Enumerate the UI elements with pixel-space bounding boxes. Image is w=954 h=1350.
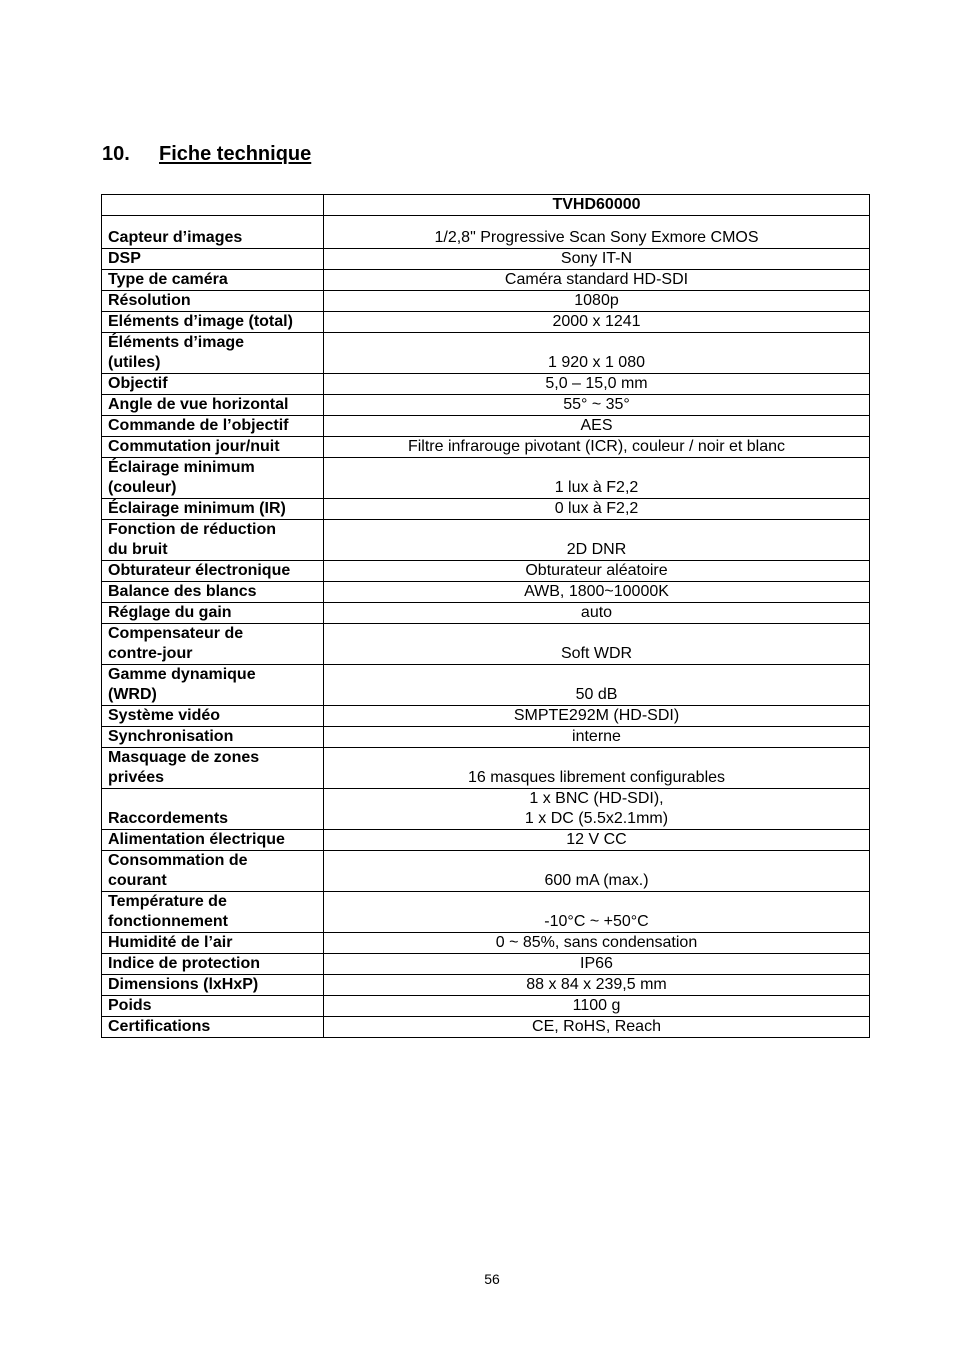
row-label: Balance des blancs: [102, 582, 324, 603]
row-value: AES: [324, 416, 870, 437]
table-row: [102, 789, 870, 830]
row-label: Dimensions (lxHxP): [102, 975, 324, 996]
header-label-cell: [102, 195, 324, 216]
row-label: Compensateur de contre-jour: [102, 624, 324, 665]
row-label: Obturateur électronique: [102, 561, 324, 582]
row-value: 1 lux à F2,2: [324, 458, 870, 499]
spec-table-header: [102, 195, 870, 216]
table-row: [102, 665, 870, 706]
row-label: Fonction de réduction du bruit: [102, 520, 324, 561]
row-value: 600 mA (max.): [324, 851, 870, 892]
row-label: Température de fonctionnement: [102, 892, 324, 933]
row-value: 1080p: [324, 291, 870, 312]
table-row: [102, 996, 870, 1017]
table-row: [102, 458, 870, 499]
row-value: 88 x 84 x 239,5 mm: [324, 975, 870, 996]
table-row: [102, 603, 870, 624]
row-label: Capteur d’images: [102, 216, 324, 249]
row-value: Soft WDR: [324, 624, 870, 665]
row-value: SMPTE292M (HD-SDI): [324, 706, 870, 727]
section-heading: [102, 140, 311, 168]
row-label: Résolution: [102, 291, 324, 312]
table-row: [102, 437, 870, 458]
table-row: [102, 624, 870, 665]
table-row: [102, 748, 870, 789]
spec-table: [101, 194, 870, 1038]
row-value: Obturateur aléatoire: [324, 561, 870, 582]
row-label: Réglage du gain: [102, 603, 324, 624]
row-value: 0 lux à F2,2: [324, 499, 870, 520]
row-value: 2000 x 1241: [324, 312, 870, 333]
row-value: interne: [324, 727, 870, 748]
row-label: Indice de protection: [102, 954, 324, 975]
table-row: [102, 291, 870, 312]
table-row: [102, 1017, 870, 1038]
row-value: 0 ~ 85%, sans condensation: [324, 933, 870, 954]
table-row: [102, 216, 870, 249]
table-row: [102, 975, 870, 996]
section-title: Fiche technique: [159, 143, 312, 165]
table-row: [102, 395, 870, 416]
table-row: [102, 520, 870, 561]
row-value: 1 x BNC (HD-SDI), 1 x DC (5.5x2.1mm): [324, 789, 870, 830]
table-row: [102, 499, 870, 520]
header-model-cell: TVHD60000: [324, 195, 870, 216]
table-row: [102, 333, 870, 374]
row-value: 1100 g: [324, 996, 870, 1017]
row-value: 1 920 x 1 080: [324, 333, 870, 374]
table-row: [102, 727, 870, 748]
row-value: -10°C ~ +50°C: [324, 892, 870, 933]
row-label: Eléments d’image (total): [102, 312, 324, 333]
row-label: Éclairage minimum (IR): [102, 499, 324, 520]
table-row: [102, 706, 870, 727]
section-number: 10.: [102, 143, 130, 165]
row-label: Raccordements: [102, 789, 324, 830]
row-label: Éclairage minimum (couleur): [102, 458, 324, 499]
table-row: [102, 830, 870, 851]
page-number: 56: [484, 1271, 500, 1287]
table-row: [102, 561, 870, 582]
row-value: 55° ~ 35°: [324, 395, 870, 416]
table-row: [102, 892, 870, 933]
table-row: [102, 416, 870, 437]
table-row: [102, 933, 870, 954]
table-row: [102, 582, 870, 603]
row-value: CE, RoHS, Reach: [324, 1017, 870, 1038]
table-row: [102, 270, 870, 291]
table-row: [102, 249, 870, 270]
row-value: auto: [324, 603, 870, 624]
row-value: 5,0 – 15,0 mm: [324, 374, 870, 395]
row-label: Certifications: [102, 1017, 324, 1038]
row-value: 1/2,8" Progressive Scan Sony Exmore CMOS: [324, 216, 870, 249]
table-row: [102, 954, 870, 975]
row-label: Humidité de l’air: [102, 933, 324, 954]
row-value: IP66: [324, 954, 870, 975]
row-label: Poids: [102, 996, 324, 1017]
row-label: Éléments d’image (utiles): [102, 333, 324, 374]
row-label: Gamme dynamique (WRD): [102, 665, 324, 706]
row-value: Sony IT-N: [324, 249, 870, 270]
row-value: Caméra standard HD-SDI: [324, 270, 870, 291]
row-value: 16 masques librement configurables: [324, 748, 870, 789]
row-label: Commande de l’objectif: [102, 416, 324, 437]
row-label: Type de caméra: [102, 270, 324, 291]
table-row: [102, 312, 870, 333]
table-row: [102, 851, 870, 892]
row-label: Masquage de zones privées: [102, 748, 324, 789]
row-label: Synchronisation: [102, 727, 324, 748]
row-label: Système vidéo: [102, 706, 324, 727]
row-value: 2D DNR: [324, 520, 870, 561]
row-label: Objectif: [102, 374, 324, 395]
row-label: Consommation de courant: [102, 851, 324, 892]
row-value: 12 V CC: [324, 830, 870, 851]
row-label: Angle de vue horizontal: [102, 395, 324, 416]
row-value: AWB, 1800~10000K: [324, 582, 870, 603]
row-value: Filtre infrarouge pivotant (ICR), couleur / noir et blanc: [324, 437, 870, 458]
row-label: DSP: [102, 249, 324, 270]
row-label: Alimentation électrique: [102, 830, 324, 851]
table-row: [102, 374, 870, 395]
row-value: 50 dB: [324, 665, 870, 706]
row-label: Commutation jour/nuit: [102, 437, 324, 458]
